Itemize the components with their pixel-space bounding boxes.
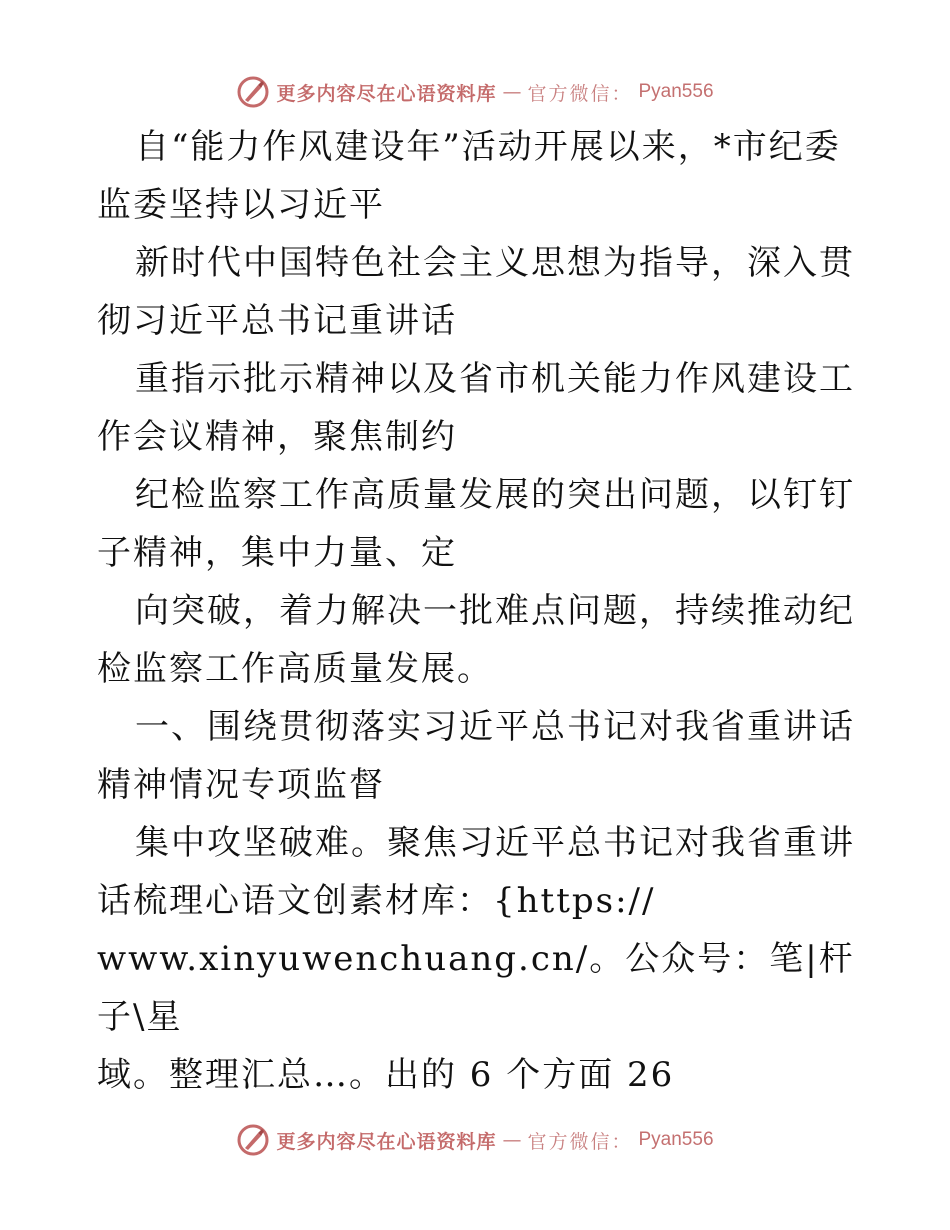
watermark-separator: — <box>502 1129 522 1151</box>
pen-logo-icon <box>236 75 270 109</box>
paragraph-3: 重指示批示精神以及省市机关能力作风建设工作会议精神，聚焦制约 <box>97 359 855 457</box>
watermark-header <box>0 72 950 112</box>
watermark-brand: 更多内容尽在心语资料库 <box>276 1130 497 1153</box>
paragraph-4: 纪检监察工作高质量发展的突出问题，以钉钉子精神，集中力量、定 <box>97 475 855 573</box>
watermark-label: 官方微信： <box>527 82 633 105</box>
watermark-footer <box>0 1120 950 1160</box>
document-body <box>97 118 857 1104</box>
pen-logo-icon <box>236 1123 270 1157</box>
paragraph-5: 向突破，着力解决一批难点问题，持续推动纪检监察工作高质量发展。 <box>97 591 855 689</box>
paragraph-2: 新时代中国特色社会主义思想为指导，深入贯彻习近平总书记重讲话 <box>97 243 855 341</box>
paragraph-6-heading: 一、围绕贯彻落实习近平总书记对我省重讲话精神情况专项监督 <box>97 707 855 805</box>
paragraph-7: 集中攻坚破难。聚焦习近平总书记对我省重讲话梳理心语文创素材库：{https:// <box>97 823 855 921</box>
watermark-brand: 更多内容尽在心语资料库 <box>276 82 497 105</box>
watermark-separator: — <box>502 81 522 103</box>
watermark-wechat-id: Pyan556 <box>638 81 714 102</box>
paragraph-continuation-1: www.xinyuwenchuang.cn/。公众号：笔|杆子\星 <box>97 939 855 1037</box>
paragraph-continuation-2: 域。整理汇总…。出的 6 个方面 26 <box>97 1055 675 1095</box>
watermark-wechat-id: Pyan556 <box>638 1129 714 1150</box>
paragraph-1: 自“能力作风建设年”活动开展以来，*市纪委监委坚持以习近平 <box>97 127 841 225</box>
watermark-label: 官方微信： <box>527 1130 633 1153</box>
